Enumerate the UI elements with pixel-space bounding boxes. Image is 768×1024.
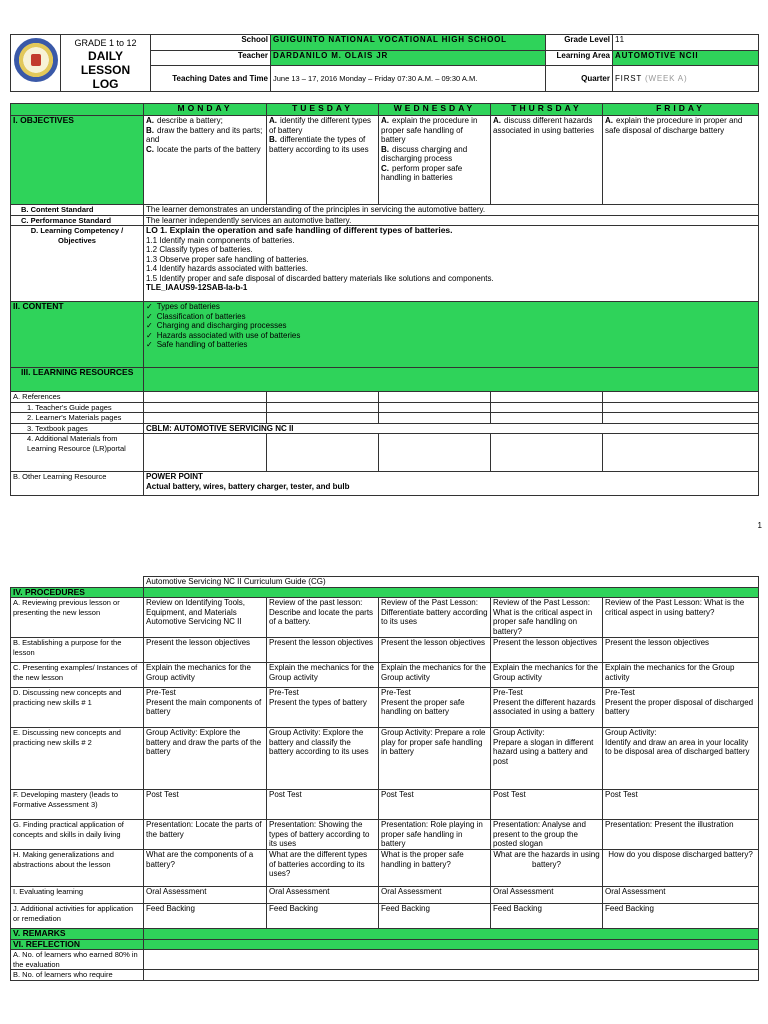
procedure-cell: Feed Backing xyxy=(144,904,267,929)
objective-item: A. explain the procedure in proper safe handling of battery xyxy=(381,116,478,144)
objectives-friday xyxy=(603,116,759,205)
procedure-label: A. Reviewing previous lesson or presenting the new lesson xyxy=(11,598,144,638)
learning-area-value: AUTOMOTIVE NCII xyxy=(613,50,759,66)
procedure-cell: Pre-Test Present the proper disposal of discharged battery xyxy=(603,688,759,728)
day-header-friday: FRIDAY xyxy=(603,104,759,116)
page-number: 1 xyxy=(757,521,762,530)
procedure-cell: What are the components of a battery? xyxy=(144,850,267,887)
objective-item: A. discuss different hazards associated in using batteries xyxy=(493,116,594,135)
deped-logo-cell xyxy=(11,35,61,92)
procedure-cell: Group Activity: Explore the battery and draw the parts of the battery xyxy=(144,728,267,790)
objective-item: A. identify the different types of battery xyxy=(269,116,372,135)
objective-item: C. locate the parts of the battery xyxy=(146,144,261,154)
procedure-cell: Presentation: Analyse and present to the group the posted slogan xyxy=(491,820,603,850)
competency-item: 1.1 Identify main components of batteries. xyxy=(146,235,295,245)
content-label: II. CONTENT xyxy=(11,302,144,368)
teachers-guide-label: 1. Teacher's Guide pages xyxy=(11,402,144,413)
procedure-label: D. Discussing new concepts and practicing new skills # 1 xyxy=(11,688,144,728)
competency-item: 1.4 Identify hazards associated with batteries. xyxy=(146,264,308,273)
learning-area-label: Learning Area xyxy=(546,50,613,66)
content-standard-label: B. Content Standard xyxy=(11,205,144,216)
grade-range: GRADE 1 to 12 xyxy=(74,38,137,48)
procedure-cell: Review of the past lesson: Describe and locate the parts of a battery. xyxy=(267,598,379,638)
procedure-cell: Oral Assessment xyxy=(491,887,603,904)
procedure-row xyxy=(11,820,759,850)
procedure-cell: Group Activity: Identify and draw an area in your locality to be disposal area of discharged battery xyxy=(603,728,759,790)
cg-blank xyxy=(11,577,144,588)
teacher-value: DARDANILO M. OLAIS JR xyxy=(271,50,546,66)
objective-item: B. discuss charging and discharging process xyxy=(381,144,468,163)
procedure-cell: Oral Assessment xyxy=(603,887,759,904)
objectives-table xyxy=(10,103,759,496)
procedure-cell: Presentation: Showing the types of battery according to its uses xyxy=(267,820,379,850)
other-resource-value2: Actual battery, wires, battery charger, tester, and bulb xyxy=(146,481,350,491)
other-resource-value1: POWER POINT xyxy=(146,472,203,481)
reflection-b-label: B. No. of learners who require xyxy=(11,970,144,981)
grade-level-label: Grade Level xyxy=(546,35,613,51)
teaching-dates-label: Teaching Dates and Time xyxy=(151,66,271,92)
procedures-rows xyxy=(11,598,759,929)
procedure-label: H. Making generalizations and abstractions about the lesson xyxy=(11,850,144,887)
procedure-cell: Present the lesson objectives xyxy=(144,638,267,663)
procedure-cell: How do you dispose discharged battery? xyxy=(603,850,759,887)
additional-materials-label: 4. Additional Materials from Learning Resource (LR)portal xyxy=(11,434,144,472)
procedure-row xyxy=(11,598,759,638)
objectives-monday xyxy=(144,116,267,205)
competency-item: 1.5 Identify proper and safe disposal of discarded battery materials like solutions and components. xyxy=(146,273,494,283)
textbook-label: 3. Textbook pages xyxy=(11,423,144,434)
procedure-cell: Post Test xyxy=(603,790,759,820)
procedure-cell: Post Test xyxy=(144,790,267,820)
content-item: ✓ Hazards associated with use of batteries xyxy=(146,330,301,340)
procedure-cell: Post Test xyxy=(491,790,603,820)
procedure-cell: Review of the Past Lesson: What is the critical aspect in using battery? xyxy=(603,598,759,638)
procedure-row xyxy=(11,887,759,904)
checkmark-icon: ✓ xyxy=(146,330,153,340)
procedure-cell: Present the lesson objectives xyxy=(491,638,603,663)
procedure-cell: Review of the Past Lesson: What is the critical aspect in proper safe handling on battery? xyxy=(491,598,603,638)
learning-resources-label: III. LEARNING RESOURCES xyxy=(11,368,144,392)
day-header-tuesday: TUESDAY xyxy=(267,104,379,116)
procedure-cell: Review of the Past Lesson: Differentiate battery according to its uses xyxy=(379,598,491,638)
procedure-cell: Oral Assessment xyxy=(267,887,379,904)
procedure-label: J. Additional activities for application or remediation xyxy=(11,904,144,929)
procedures-blank xyxy=(144,587,759,598)
other-resource-label: B. Other Learning Resource xyxy=(11,472,144,496)
procedure-row xyxy=(11,688,759,728)
page-cutoff xyxy=(0,1019,768,1024)
procedure-cell: Pre-Test Present the types of battery xyxy=(267,688,379,728)
procedure-cell: Oral Assessment xyxy=(144,887,267,904)
curriculum-guide: Automotive Servicing NC II Curriculum Guide (CG) xyxy=(144,577,759,588)
procedure-cell: Presentation: Role playing in proper safe handling in battery xyxy=(379,820,491,850)
procedure-cell: Presentation: Locate the parts of the battery xyxy=(144,820,267,850)
procedure-cell: Present the lesson objectives xyxy=(379,638,491,663)
procedure-cell: Oral Assessment xyxy=(379,887,491,904)
day-header-monday: MONDAY xyxy=(144,104,267,116)
school-label: School xyxy=(151,35,271,51)
procedure-label: C. Presenting examples/ Instances of the new lesson xyxy=(11,663,144,688)
procedure-cell: Explain the mechanics for the Group activity xyxy=(379,663,491,688)
procedure-cell: Group Activity: Prepare a slogan in different hazard using a battery and post xyxy=(491,728,603,790)
procedure-cell: What are the hazards in using battery? xyxy=(491,850,603,887)
quarter-label: Quarter xyxy=(546,66,613,92)
procedure-cell: Review on Identifying Tools, Equipment, and Materials Automotive Servicing NC II xyxy=(144,598,267,638)
procedure-cell: Group Activity: Explore the battery and classify the battery according to its uses xyxy=(267,728,379,790)
content-item: ✓ Charging and discharging processes xyxy=(146,321,287,330)
competency-label: D. Learning Competency / Objectives xyxy=(11,226,144,302)
dll-title-line2: LOG xyxy=(92,77,119,91)
procedure-cell: Present the lesson objectives xyxy=(603,638,759,663)
remarks-label: V. REMARKS xyxy=(11,929,144,940)
content-item: ✓ Safe handling of batteries xyxy=(146,340,248,349)
procedure-cell: Explain the mechanics for the Group activity xyxy=(267,663,379,688)
procedure-cell: Presentation: Present the illustration xyxy=(603,820,759,850)
procedure-label: F. Developing mastery (leads to Formative Assessment 3) xyxy=(11,790,144,820)
competency-lo: LO 1. Explain the operation and safe handling of different types of batteries. xyxy=(146,225,453,235)
procedure-label: G. Finding practical application of concepts and skills in daily living xyxy=(11,820,144,850)
procedures-label: IV. PROCEDURES xyxy=(11,587,144,598)
grade-level-value: 11 xyxy=(613,35,759,51)
competency-code: TLE_IAAUS9-12SAB-Ia-b-1 xyxy=(146,283,248,292)
procedure-cell: Feed Backing xyxy=(603,904,759,929)
content-list xyxy=(144,302,759,368)
references-label: A. References xyxy=(11,392,144,403)
procedure-cell: Pre-Test Present the different hazards associated in using a battery xyxy=(491,688,603,728)
procedure-label: E. Discussing new concepts and practicing new skills # 2 xyxy=(11,728,144,790)
header-table xyxy=(10,34,759,92)
procedure-cell: What is the proper safe handling in battery? xyxy=(379,850,491,887)
checkmark-icon: ✓ xyxy=(146,302,153,311)
teacher-label: Teacher xyxy=(151,50,271,66)
procedure-label: I. Evaluating learning xyxy=(11,887,144,904)
dll-title-line1: DAILY LESSON xyxy=(80,49,131,77)
learners-materials-label: 2. Learner's Materials pages xyxy=(11,413,144,424)
quarter-value: FIRST xyxy=(615,73,642,83)
day-header-wednesday: WEDNESDAY xyxy=(379,104,491,116)
checkmark-icon: ✓ xyxy=(146,321,153,330)
procedure-cell: Explain the mechanics for the Group activity xyxy=(491,663,603,688)
quarter-value-cell xyxy=(613,66,759,92)
reflection-label: VI. REFLECTION xyxy=(11,939,144,950)
objectives-tuesday xyxy=(267,116,379,205)
procedure-row xyxy=(11,728,759,790)
performance-standard-text: The learner independently services an automotive battery. xyxy=(144,215,759,226)
learning-resources-blank xyxy=(144,368,759,392)
procedure-cell: Post Test xyxy=(379,790,491,820)
school-value: GUIGUINTO NATIONAL VOCATIONAL HIGH SCHOOL xyxy=(271,35,546,51)
performance-standard-label: C. Performance Standard xyxy=(11,215,144,226)
content-item: ✓ Types of batteries xyxy=(146,302,220,311)
reflection-a-label: A. No. of learners who earned 80% in the evaluation xyxy=(11,950,144,970)
objectives-label: I. OBJECTIVES xyxy=(11,116,144,205)
procedure-row xyxy=(11,638,759,663)
day-header-blank xyxy=(11,104,144,116)
objective-item: A. explain the procedure in proper and safe disposal of discharge battery xyxy=(605,116,743,135)
procedure-cell: What are the different types of batteries according to its uses? xyxy=(267,850,379,887)
procedure-cell: Feed Backing xyxy=(491,904,603,929)
objective-item: B. draw the battery and its parts; and xyxy=(146,125,263,144)
textbook-value: CBLM: AUTOMOTIVE SERVICING NC II xyxy=(144,423,759,434)
competency-item: 1.2 Classify types of batteries. xyxy=(146,245,253,254)
procedure-row xyxy=(11,790,759,820)
quarter-week: (WEEK A) xyxy=(645,73,688,83)
procedure-row xyxy=(11,850,759,887)
objective-item: C. perform proper safe handling in batteries xyxy=(381,163,463,182)
objective-item: A. describe a battery; xyxy=(146,116,223,125)
procedure-cell: Post Test xyxy=(267,790,379,820)
checkmark-icon: ✓ xyxy=(146,311,153,321)
objectives-wednesday xyxy=(379,116,491,205)
procedure-cell: Feed Backing xyxy=(267,904,379,929)
procedure-cell: Feed Backing xyxy=(379,904,491,929)
procedure-row xyxy=(11,663,759,688)
day-header-thursday: THURSDAY xyxy=(491,104,603,116)
content-item: ✓ Classification of batteries xyxy=(146,311,246,321)
procedure-cell: Pre-Test Present the main components of battery xyxy=(144,688,267,728)
deped-seal-icon xyxy=(14,38,58,82)
checkmark-icon: ✓ xyxy=(146,340,153,349)
objectives-thursday xyxy=(491,116,603,205)
procedure-cell: Group Activity: Prepare a role play for proper safe handling in battery xyxy=(379,728,491,790)
other-resource-cell xyxy=(144,472,759,496)
procedure-cell: Pre-Test Present the proper safe handling on battery xyxy=(379,688,491,728)
content-standard-text: The learner demonstrates an understanding of the principles in servicing the automotive battery. xyxy=(144,205,759,216)
dll-title-cell xyxy=(61,35,151,92)
procedure-cell: Explain the mechanics for the Group activity xyxy=(603,663,759,688)
procedure-cell: Present the lesson objectives xyxy=(267,638,379,663)
objective-item: B. differentiate the types of battery according to its uses xyxy=(269,135,369,154)
procedure-row xyxy=(11,904,759,929)
procedures-table xyxy=(10,576,759,981)
procedure-cell: Explain the mechanics for the Group activity xyxy=(144,663,267,688)
teaching-dates-value: June 13 – 17, 2016 Monday – Friday 07:30 A.M. – 09:30 A.M. xyxy=(271,66,546,92)
competency-item: 1.3 Observe proper safe handling of batteries. xyxy=(146,254,309,264)
competency-cell xyxy=(144,226,759,302)
procedure-label: B. Establishing a purpose for the lesson xyxy=(11,638,144,663)
